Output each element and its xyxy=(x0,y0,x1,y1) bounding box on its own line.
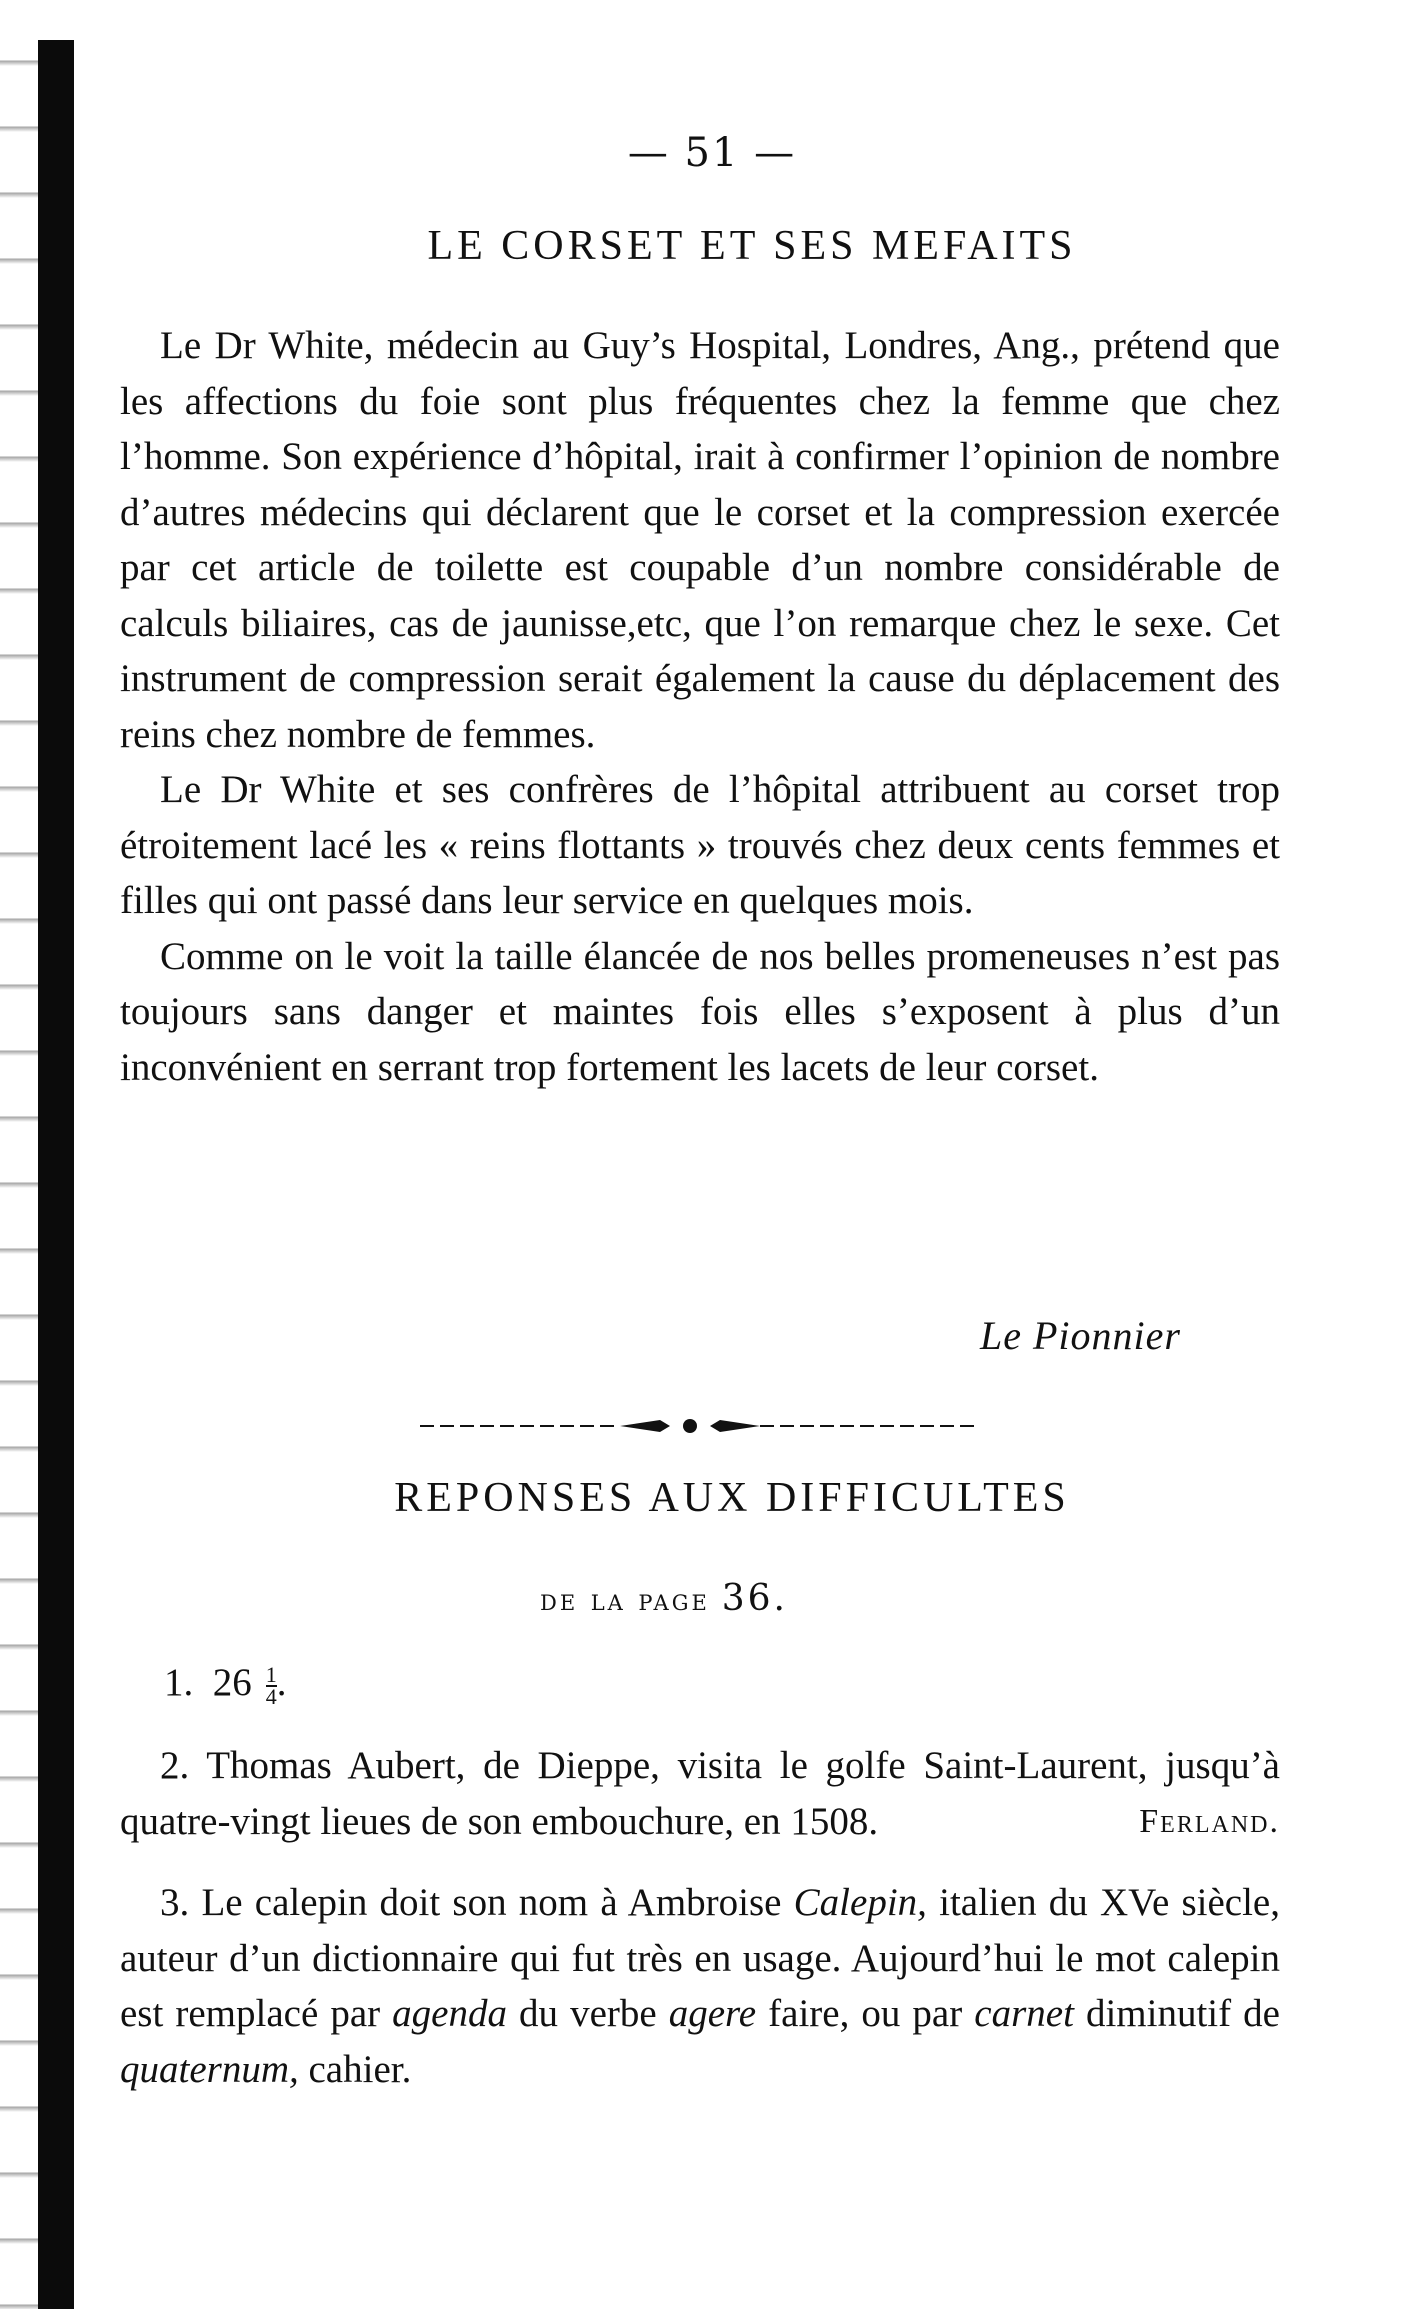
answer-items xyxy=(120,1738,1280,2097)
item-whole-number: 26 xyxy=(212,1661,252,1704)
item-text: diminutif de xyxy=(1073,1992,1280,2035)
item-label: 1. xyxy=(164,1661,194,1704)
fraction-denominator: 4 xyxy=(265,1684,277,1710)
paragraph: Le Dr White, médecin au Guy’s Hospital, Londres, Ang., prétend que les affections du foie sont plus fréquentes chez la femme que chez l’homme. Son expérience d’hôpital, irait à confirmer l’opinion de nombre d’autres médecins qui déclarent que le corset et la compression exercée par cet article de toilette est coupable d’un nombre considérable de calculs biliaires, cas de jaunisse,etc, que l’on remarque chez le sexe. Cet instrument de compression serait également la cause du déplacement des reins chez nombre de femmes. xyxy=(120,324,1280,756)
page-number: — 51 — xyxy=(627,130,797,176)
fraction-numerator: 1 xyxy=(265,1662,277,1688)
item-text: italien du XVe siècle, auteur d’un dictionnaire qui fut très en usage. Aujourd’hui le mot calepin est remplacé par xyxy=(120,1881,1280,2035)
item-text: 2. Thomas Aubert, de Dieppe, visita le golfe Saint-Laurent, jusqu’à quatre-vingt lieues de son embouchure, en 1508. xyxy=(120,1744,1280,1843)
item-tail: . xyxy=(276,1661,287,1704)
emphasis-agenda: agenda xyxy=(392,1992,507,2035)
binding-specks xyxy=(0,0,38,2309)
emphasis-carnet: carnet xyxy=(974,1992,1074,2035)
article-body-corset xyxy=(120,318,1280,1095)
item-attribution: Ferland. xyxy=(1139,1802,1280,1840)
subtitle-page: 36. xyxy=(721,1578,788,1619)
ornamental-divider xyxy=(420,1418,980,1434)
paragraph: Le Dr White et ses confrères de l’hôpital attribuent au corset trop étroitement lacé les « reins flottants » trouvés chez deux cents femmes et filles qui ont passé dans leur service en quelques mois. xyxy=(120,768,1280,922)
paragraph: Comme on le voit la taille élancée de nos belles promeneuses n’est pas toujours sans danger et maintes fois elles s’exposent à plus d’un inconvénient en serrant trop fortement les lacets de leur corset. xyxy=(120,934,1280,1089)
article-title-corset: LE CORSET ET SES MEFAITS xyxy=(427,223,1077,269)
emphasis-agere: agere xyxy=(668,1992,757,2035)
answer-item-2 xyxy=(120,1738,1280,1849)
article-signature: Le Pionnier xyxy=(980,1313,1181,1358)
emphasis-quaternum: quaternum, xyxy=(120,2047,299,2091)
answer-item-3 xyxy=(120,1875,1280,2097)
binding-edge xyxy=(38,40,74,2309)
article-title-reponses: REPONSES AUX DIFFICULTES xyxy=(394,1475,1070,1521)
item-text: 3. Le calepin doit son nom à Ambroise xyxy=(160,1881,794,1924)
emphasis-calepin: Calepin, xyxy=(793,1881,927,1924)
answer-item-1 xyxy=(164,1660,287,1710)
item-text: cahier. xyxy=(298,2047,412,2091)
item-fraction xyxy=(265,1662,277,1710)
spacer xyxy=(120,1849,1280,1875)
article-subtitle xyxy=(540,1578,788,1619)
item-text: du verbe xyxy=(506,1992,669,2035)
subtitle-prefix: de la page xyxy=(540,1583,710,1618)
item-text: faire, ou par xyxy=(756,1992,975,2035)
